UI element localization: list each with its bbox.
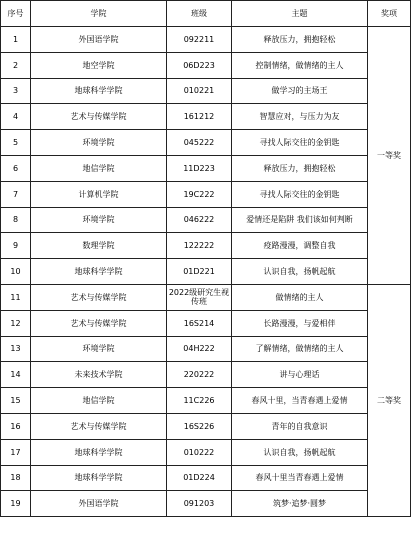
cell-theme: 寻找人际交往的金钥匙 — [232, 130, 368, 156]
cell-no: 8 — [1, 207, 31, 233]
cell-theme: 控制情绪，做情绪的主人 — [232, 52, 368, 78]
cell-no: 6 — [1, 155, 31, 181]
cell-theme: 做情绪的主人 — [232, 284, 368, 310]
cell-theme: 讲与心理话 — [232, 362, 368, 388]
cell-college: 地球科学学院 — [31, 78, 167, 104]
cell-theme: 认识自我，扬帆起航 — [232, 439, 368, 465]
cell-no: 11 — [1, 284, 31, 310]
cell-no: 5 — [1, 130, 31, 156]
cell-class: 06D223 — [167, 52, 232, 78]
cell-college: 环境学院 — [31, 336, 167, 362]
cell-no: 14 — [1, 362, 31, 388]
table-row — [1, 491, 411, 517]
cell-no: 17 — [1, 439, 31, 465]
cell-college: 计算机学院 — [31, 181, 167, 207]
table-row — [1, 27, 411, 53]
cell-no: 12 — [1, 310, 31, 336]
cell-class: 091203 — [167, 491, 232, 517]
prize-cell: 二等奖 — [368, 284, 411, 516]
header-prize: 奖项 — [368, 1, 411, 27]
table-row — [1, 78, 411, 104]
cell-class: 01D221 — [167, 259, 232, 285]
cell-college: 环境学院 — [31, 207, 167, 233]
cell-college: 外国语学院 — [31, 27, 167, 53]
cell-college: 数理学院 — [31, 233, 167, 259]
table-row — [1, 362, 411, 388]
cell-no: 2 — [1, 52, 31, 78]
cell-theme: 做学习的主场王 — [232, 78, 368, 104]
cell-no: 10 — [1, 259, 31, 285]
cell-class: 19C222 — [167, 181, 232, 207]
cell-class: 220222 — [167, 362, 232, 388]
cell-no: 3 — [1, 78, 31, 104]
cell-class: 046222 — [167, 207, 232, 233]
cell-theme: 疫路漫漫，调整自我 — [232, 233, 368, 259]
cell-class: 11C226 — [167, 388, 232, 414]
cell-no: 15 — [1, 388, 31, 414]
header-no: 序号 — [1, 1, 31, 27]
cell-no: 1 — [1, 27, 31, 53]
table-row — [1, 207, 411, 233]
cell-no: 19 — [1, 491, 31, 517]
prize-cell: 一等奖 — [368, 27, 411, 285]
cell-theme: 筑梦·追梦·圆梦 — [232, 491, 368, 517]
header-college: 学院 — [31, 1, 167, 27]
table-row — [1, 52, 411, 78]
table-row — [1, 336, 411, 362]
header-class: 班级 — [167, 1, 232, 27]
cell-class: 010222 — [167, 439, 232, 465]
cell-no: 4 — [1, 104, 31, 130]
table-row — [1, 181, 411, 207]
table-row — [1, 259, 411, 285]
cell-college: 艺术与传媒学院 — [31, 413, 167, 439]
cell-theme: 智慧应对，与压力为友 — [232, 104, 368, 130]
table-row — [1, 233, 411, 259]
cell-theme: 寻找人际交往的金钥匙 — [232, 181, 368, 207]
cell-college: 地球科学学院 — [31, 259, 167, 285]
cell-class: 122222 — [167, 233, 232, 259]
table-row — [1, 388, 411, 414]
cell-class: 04H222 — [167, 336, 232, 362]
cell-college: 地信学院 — [31, 155, 167, 181]
cell-college: 环境学院 — [31, 130, 167, 156]
cell-theme: 释放压力，拥抱轻松 — [232, 155, 368, 181]
cell-college: 艺术与传媒学院 — [31, 284, 167, 310]
cell-theme: 长路漫漫，与爱相伴 — [232, 310, 368, 336]
table-body — [1, 27, 411, 517]
cell-no: 16 — [1, 413, 31, 439]
cell-theme: 认识自我，扬帆起航 — [232, 259, 368, 285]
cell-theme: 春风十里，当青春遇上爱情 — [232, 388, 368, 414]
cell-class: 045222 — [167, 130, 232, 156]
cell-college: 外国语学院 — [31, 491, 167, 517]
table-row — [1, 439, 411, 465]
cell-class: 092211 — [167, 27, 232, 53]
cell-college: 地球科学学院 — [31, 465, 167, 491]
table-row — [1, 155, 411, 181]
cell-college: 地空学院 — [31, 52, 167, 78]
cell-college: 艺术与传媒学院 — [31, 104, 167, 130]
cell-class: 010221 — [167, 78, 232, 104]
cell-theme: 释放压力，拥抱轻松 — [232, 27, 368, 53]
cell-college: 艺术与传媒学院 — [31, 310, 167, 336]
cell-class: 01D224 — [167, 465, 232, 491]
cell-no: 7 — [1, 181, 31, 207]
cell-no: 9 — [1, 233, 31, 259]
table-row — [1, 130, 411, 156]
header-theme: 主题 — [232, 1, 368, 27]
table-row — [1, 284, 411, 310]
table-row — [1, 413, 411, 439]
header-row — [1, 1, 411, 27]
cell-class: 2022级研究生视传班 — [167, 284, 232, 310]
cell-theme: 爱情还是陷阱 我们该如何判断 — [232, 207, 368, 233]
cell-theme: 了解情绪，做情绪的主人 — [232, 336, 368, 362]
cell-college: 未来技术学院 — [31, 362, 167, 388]
table-row — [1, 310, 411, 336]
cell-class: 11D223 — [167, 155, 232, 181]
table-row — [1, 104, 411, 130]
cell-class: 16S226 — [167, 413, 232, 439]
cell-theme: 青年的自我意识 — [232, 413, 368, 439]
cell-no: 13 — [1, 336, 31, 362]
cell-theme: 春风十里当青春遇上爱情 — [232, 465, 368, 491]
cell-college: 地信学院 — [31, 388, 167, 414]
cell-class: 161212 — [167, 104, 232, 130]
cell-class: 16S214 — [167, 310, 232, 336]
cell-no: 18 — [1, 465, 31, 491]
cell-college: 地球科学学院 — [31, 439, 167, 465]
table-row — [1, 465, 411, 491]
